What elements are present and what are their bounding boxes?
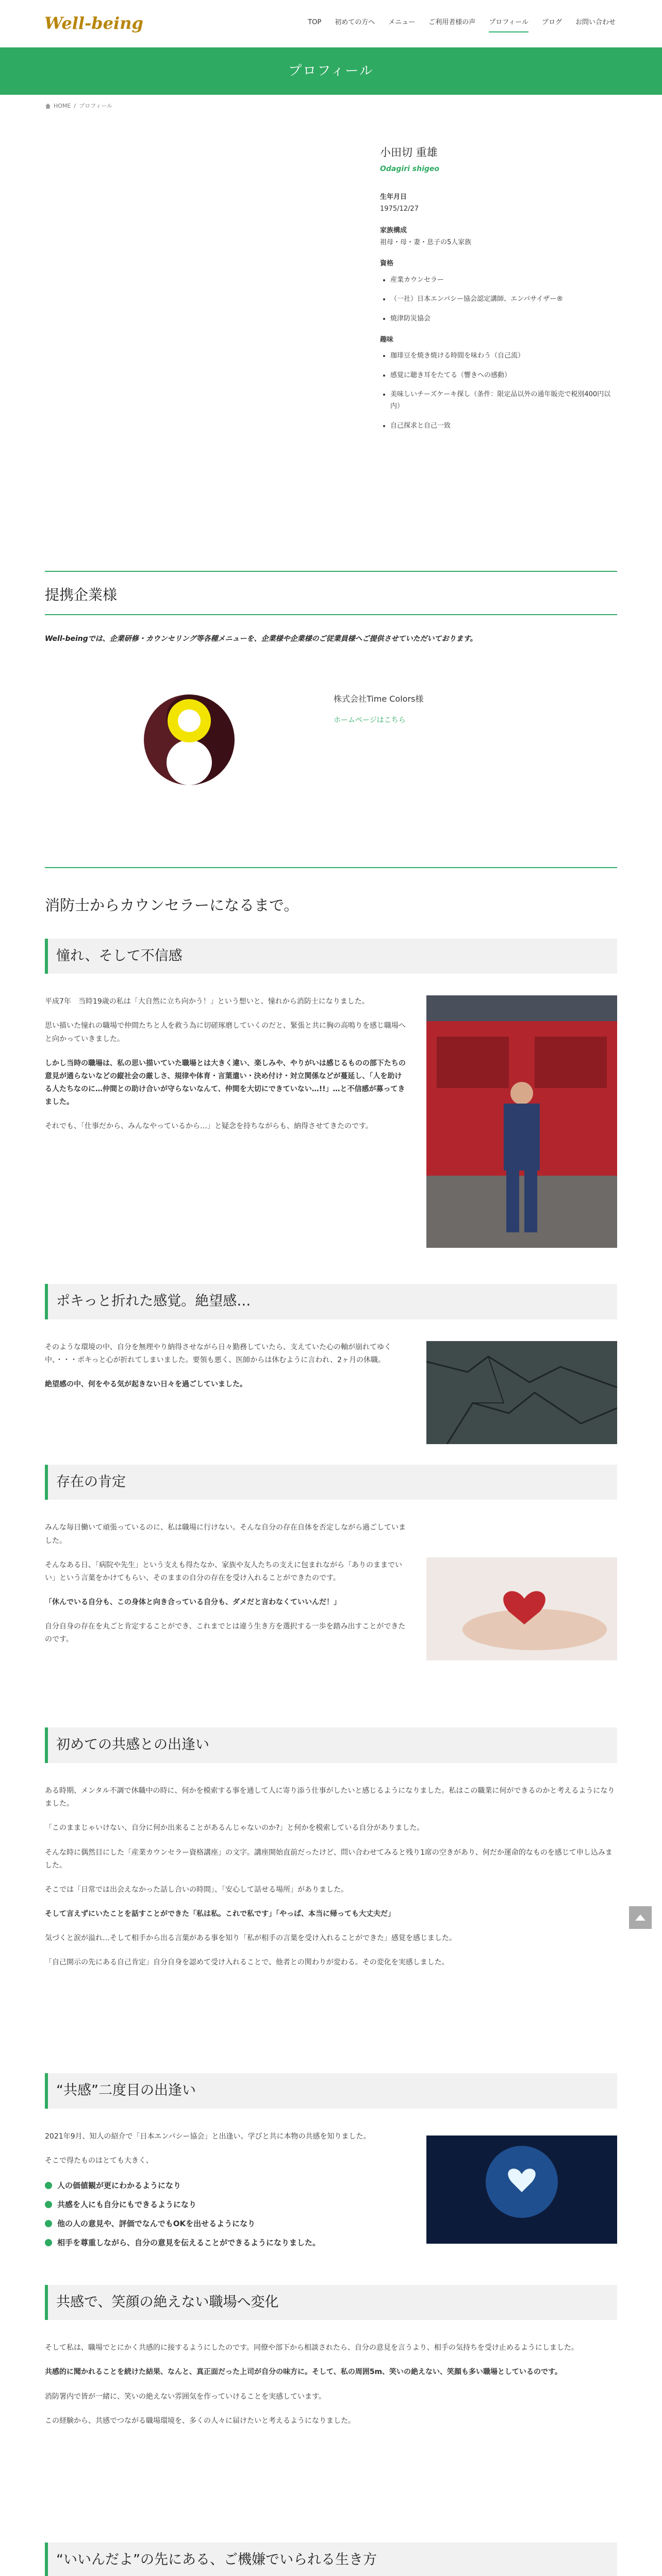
story-paragraph: 思い描いた憧れの職場で仲間たちと人を救う為に切磋琢磨していくのだと、緊張と共に胸の高鳴りを感じ職場へと向かっていきました。: [45, 1022, 406, 1043]
main-nav: [308, 16, 616, 32]
glowing-heart-photo: [426, 2136, 617, 2244]
story-paragraph: 消防署内で皆が一緒に、笑いの絶えない雰囲気を作っていけることを実感しています。: [45, 2392, 326, 2401]
sponsor-heading: 提携企業様: [45, 582, 617, 615]
story-paragraph: そのような環境の中、自分を無理やり納得させながら日々勤務していたら、支えていた心の軸が崩れてゆく中、・・・ポキっと心が折れてしまいました。要領も悪く、医師からは休むように言われ、2ヶ月の休職。: [45, 1343, 391, 1364]
story-block: [45, 1341, 617, 1465]
family-value: 祖母・母・妻・息子の5人家族: [380, 238, 472, 246]
story-block: [45, 2342, 617, 2543]
hobby-label: 趣味: [380, 335, 394, 344]
story-paragraph: そんな時に偶然目にした「産業カウンセラー資格講座」の文字。講座開始直前だったけど、問い合わせてみると残り1席の空きがあり、何だか運命的なものを感じて申し込みました。: [45, 1848, 613, 1870]
nav-menu[interactable]: メニュー: [388, 19, 416, 26]
bullet-icon: [45, 2239, 52, 2246]
list-item: 人の価値観が更にわかるようになり: [45, 2179, 406, 2193]
list-item: 相手を尊重しながら、自分の意見を伝えることができるようになりました。: [45, 2236, 406, 2250]
hobby-item: • 珈琲豆を焼き焼ける時間を味わう（自己流）: [390, 350, 617, 362]
hobby-item: • 自己探求と自己一致: [390, 420, 617, 432]
story-heading: ポキっと折れた感覚。絶望感…: [45, 1284, 617, 1319]
profile-photo: [45, 133, 334, 360]
empathy-list: [45, 2179, 406, 2250]
sponsor-section: [45, 582, 617, 868]
hobby-item: • 感覚に聴き耳をたてる（響きへの感動）: [390, 369, 617, 381]
page-title: プロフィール: [288, 63, 374, 79]
profile-info: [334, 133, 617, 571]
nav-profile[interactable]: プロフィール: [489, 16, 528, 32]
story-block: [45, 1521, 617, 1727]
profile-name: 小田切 重雄: [380, 146, 438, 159]
home-icon: [45, 104, 51, 109]
site-header: [0, 0, 662, 47]
story-title: 消防士からカウンセラーになるまで。: [45, 896, 299, 914]
nav-voices[interactable]: ご利用者様の声: [428, 19, 476, 26]
story-heading: 憧れ、そして不信感: [45, 939, 617, 974]
list-item: 共感を人にも自分にもできるようになり: [45, 2198, 406, 2212]
career-label: 資格: [380, 260, 394, 268]
story-paragraph: そして私は、職場でとにかく共感的に接するようにしたのです。同僚や部下から相談されたら、自分の意見を言うより、相手の気持ちを受け止めるようにしました。: [45, 2344, 578, 2352]
hobby-list: [380, 350, 617, 432]
story-paragraph: 気づくと涙が溢れ…そして相手から出る言葉がある事を知り「私が相手の言葉を受け入れることができた」感覚を感じました。: [45, 1934, 456, 1943]
story-paragraph: 共感的に聞かれることを続けた結果、なんと、真正面だった上司が自分の味方に。そして、私の周囲5m、笑いの絶えない、笑顔も多い職場としているのです。: [45, 2368, 562, 2377]
divider: [45, 571, 617, 572]
chevron-up-icon: [635, 1914, 646, 1921]
story-paragraph: そこで得たものはとても大きく、: [45, 2156, 153, 2165]
birth-label: 生年月日: [380, 193, 407, 201]
story-section: [45, 892, 617, 2576]
sponsor-logo-mark: [140, 691, 238, 789]
story-paragraph: 自分自身の存在を丸ごと肯定することができ、これまでとは違う生き方を選択する一歩を踏み出すことができたのです。: [45, 1622, 406, 1644]
scroll-to-top-button[interactable]: [629, 1906, 652, 1929]
story-heading: 存在の肯定: [45, 1465, 617, 1500]
story-heading: “共感”二度目の出逢い: [45, 2073, 617, 2109]
story-paragraph: そして言えずにいたことを話すことができた「私は私。これで私です」「やっぱ、本当に帰っても大丈夫だ」: [45, 1910, 395, 1919]
story-paragraph: しかし当時の職場は、私の思い描いていた職場とは大きく違い、楽しみや、やりがいは感じるものの部下たちの意見が通らないなどの縦社会の厳しさ、規律や体育・言葉遣い・決め付け・対立関係などが蔓延し、「人を助ける人たちなのに…仲間との助け合いが守らないなんて、仲間を大切にできていない…!!」…と不信感が募ってきました。: [45, 1059, 406, 1107]
hobby-item: • 美味しいチーズケーキ探し（条件：限定品以外の通年販売で税別400円以内）: [390, 388, 617, 413]
career-list: [380, 274, 617, 325]
story-heading: 共感で、笑顔の絶えない職場へ変化: [45, 2285, 617, 2320]
firefighter-photo: [426, 995, 617, 1248]
career-item: • （一社）日本エンパシー協会認定講師、エンパサイザー®: [390, 293, 617, 305]
site-logo[interactable]: Well-being: [44, 13, 143, 33]
career-item: • 焼津防災協会: [390, 313, 617, 325]
breadcrumb-separator: /: [74, 103, 76, 109]
story-block: [45, 995, 617, 1284]
sponsor-note: Well-beingでは、企業研修・カウンセリング等各種メニューを、企業様や企業様のご従業員様へご提供させていただいております。: [45, 635, 477, 643]
bullet-icon: [45, 2220, 52, 2227]
profile-romaji: Odagiri shigeo: [380, 164, 440, 173]
breadcrumb: [0, 95, 662, 117]
story-heading: “いいんだよ”の先にある、ご機嫌でいられる生き方: [45, 2543, 617, 2576]
nav-beginners[interactable]: 初めての方へ: [335, 19, 375, 26]
story-heading: 初めての共感との出逢い: [45, 1727, 617, 1763]
list-item: 他の人の意見や、評価でなんでもOKを出せるようになり: [45, 2217, 406, 2231]
story-paragraph: みんな毎日働いて頑張っているのに、私は職場に行けない。そんな自分の存在自体を否定しながら過ごしていました。: [45, 1523, 406, 1545]
story-paragraph: ある時期、メンタル不調で休職中の時に、何かを模索する事を通して人に寄り添う仕事がしたいと感じるようになりました。私はこの職業に何ができるのかと考えるようになりました。: [45, 1786, 615, 1808]
story-paragraph: そこでは「日常では出会えなかった話し合いの時間」、「安心して話せる場所」がありました。: [45, 1885, 348, 1894]
cracked-ground-photo: [426, 1341, 617, 1444]
bullet-icon: [45, 2182, 52, 2189]
nav-blog[interactable]: ブログ: [541, 19, 562, 26]
story-paragraph: 「このままじゃいけない、自分に何か出来ることがあるんじゃないのか?」と何かを模索している自分がありました。: [45, 1824, 424, 1833]
sponsor-homepage-link[interactable]: ホームページはこちら: [334, 716, 406, 725]
sponsor-details: [334, 676, 423, 727]
story-block: [45, 2130, 617, 2285]
birth-value: 1975/12/27: [380, 205, 419, 213]
bullet-icon: [45, 2201, 52, 2208]
sponsor-company: 株式会社Time Colors様: [334, 694, 424, 704]
story-paragraph: 「自己開示の先にある自己肯定」自分自身を認めて受け入れることで、他者との関わりが変わる。その変化を実感しました。: [45, 1958, 449, 1967]
story-paragraph: そんなある日、「病院や先生」という支えも得たなか、家族や友人たちの支えに包まれながら「ありのままでいい」という言葉をかけてもらい、そのままの自分の存在を受け入れることができたのです。: [45, 1561, 402, 1582]
nav-top[interactable]: TOP: [308, 19, 322, 26]
page-title-bar: [0, 47, 662, 95]
story-block: [45, 1785, 617, 2073]
profile-section: [45, 117, 617, 571]
story-paragraph: 絶望感の中、何をやる気が起きない日々を過ごしていました。: [45, 1380, 247, 1389]
family-label: 家族構成: [380, 226, 407, 234]
story-paragraph: それでも、「仕事だから、みんなやっているから…」と疑念を持ちながらも、納得させてきたのです。: [45, 1122, 373, 1131]
story-paragraph: 2021年9月、知人の紹介で「日本エンパシー協会」と出逢い、学びと共に本物の共感を知りました。: [45, 2132, 371, 2141]
story-paragraph: 平成7年 当時19歳の私は「大自然に立ち向かう！」という想いと、憧れから消防士になりました。: [45, 997, 369, 1006]
sponsor-logo: [45, 676, 334, 789]
career-item: • 産業カウンセラー: [390, 274, 617, 286]
hands-heart-photo: [426, 1557, 617, 1660]
sponsor-card: [45, 676, 617, 867]
divider: [45, 867, 617, 868]
story-paragraph: この経験から、共感でつながる職場環境を、多くの人々に届けたいと考えるようになりました。: [45, 2416, 355, 2425]
story-paragraph: 「休んでいる自分も、この身体と向き合っている自分も、ダメだと言わなくていいんだ！」: [45, 1598, 341, 1607]
nav-contact[interactable]: お問い合わせ: [575, 19, 616, 26]
breadcrumb-home[interactable]: HOME: [54, 103, 71, 109]
breadcrumb-current: プロフィール: [79, 103, 112, 109]
